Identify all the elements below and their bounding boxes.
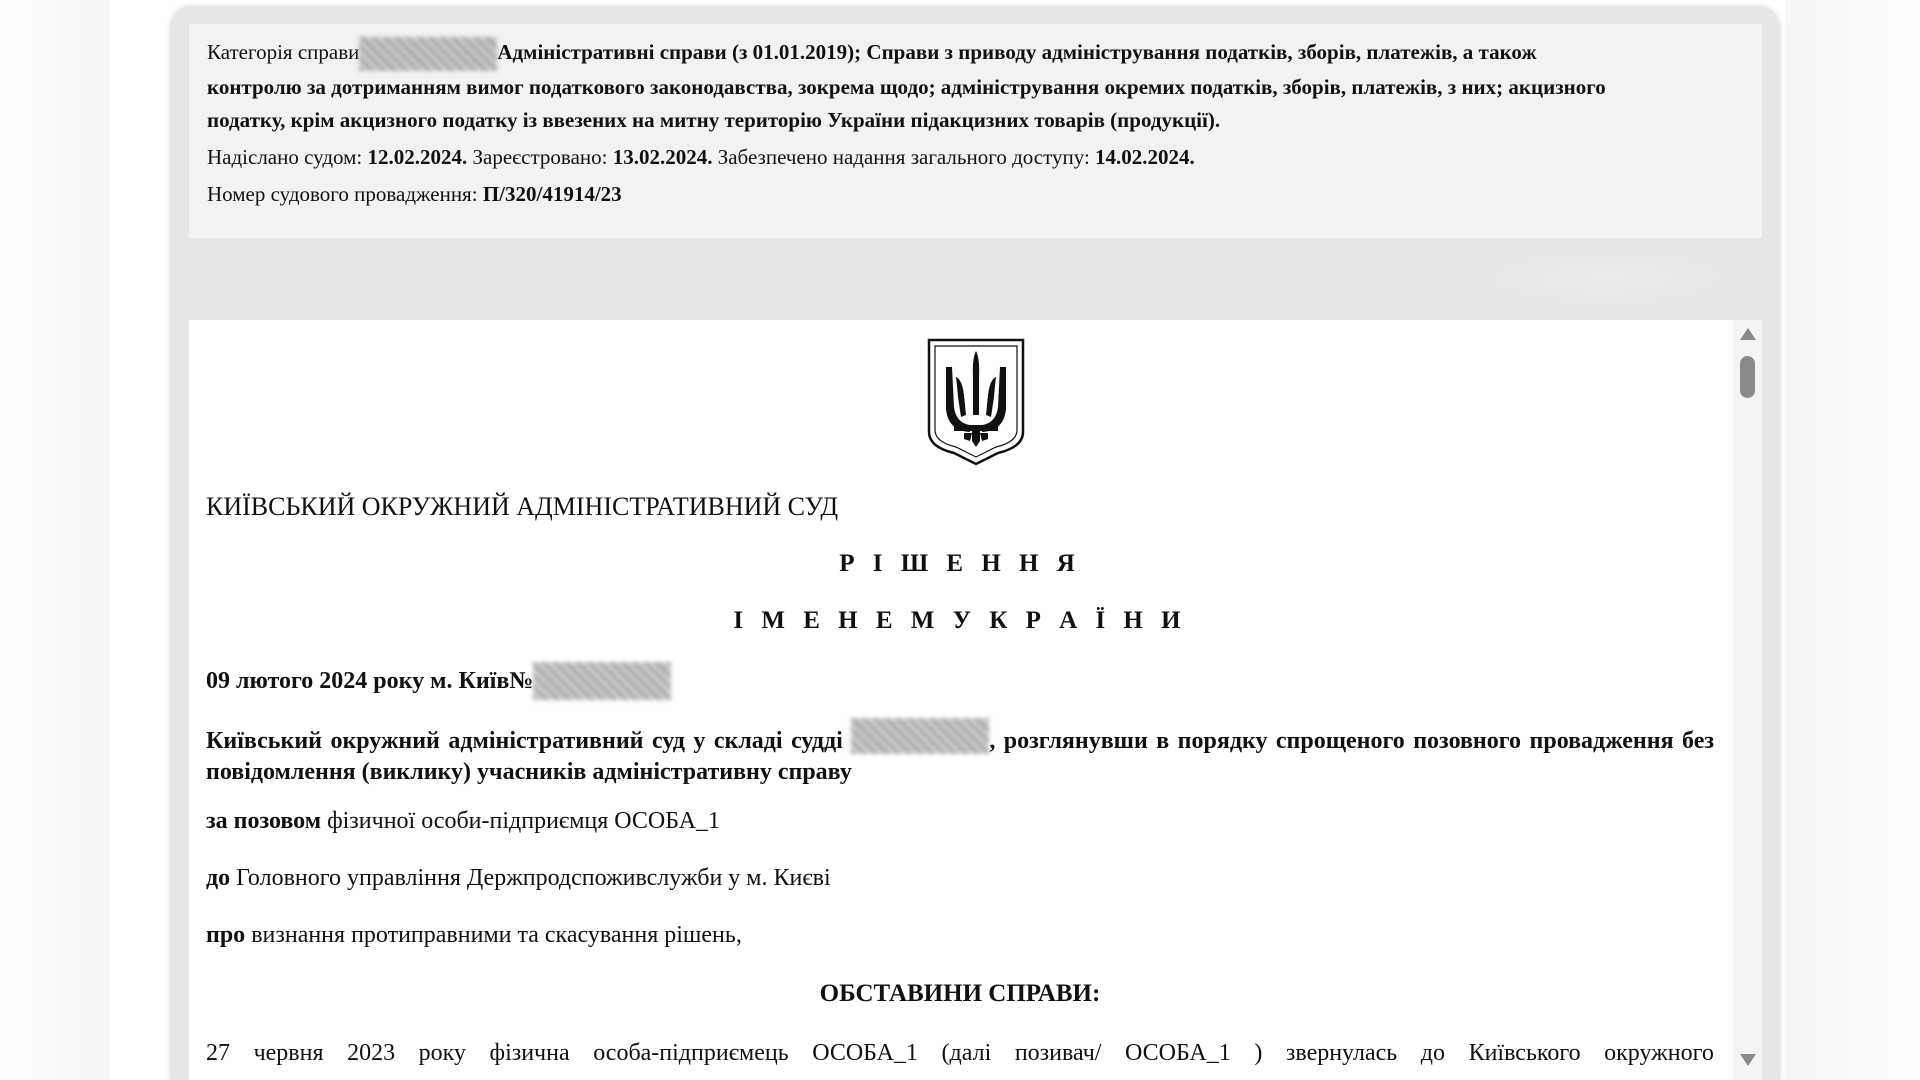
redacted-block [359, 37, 497, 71]
paragraph-word: позивач/ [1014, 1040, 1102, 1066]
claim-line [206, 808, 720, 835]
claim-text: фізичної особи-підприємця ОСОБА_1 [321, 808, 721, 834]
court-name: КИЇВСЬКИЙ ОКРУЖНИЙ АДМІНІСТРАТИВНИЙ СУД [206, 492, 839, 521]
paragraph-word: до [1420, 1040, 1446, 1066]
registered-label: Зареєстровано: [472, 145, 608, 170]
paragraph-word: ) [1254, 1040, 1263, 1066]
defendant-line [206, 865, 831, 892]
coat-of-arms-trident-icon [926, 337, 1026, 467]
subject-text: визнання протиправними та скасування рішень, [245, 922, 742, 948]
scroll-down-arrow-icon[interactable] [1740, 1054, 1756, 1066]
toolbar-blurred-area [1472, 248, 1742, 308]
subject-line [206, 922, 742, 949]
proceeding-label: Номер судового провадження: [207, 182, 478, 207]
case-dates-line [207, 141, 1744, 174]
court-composition-end: , розглянувши в порядку спрощеного позовного провадження без повідомлення (виклику) учасників адміністративну справу [206, 728, 1715, 785]
decision-date-line [206, 662, 671, 700]
case-category-value-2: контролю за дотриманням вимог податкового законодавства, зокрема щодо; адміністрування окремих податків, зборів, платежів, з них; акцизного [207, 75, 1606, 100]
document-title: Р І Ш Е Н Н Я [839, 550, 1081, 577]
defendant-label: до [206, 865, 231, 891]
redacted-judge-name [851, 718, 989, 754]
circumstances-heading: ОБСТАВИНИ СПРАВИ: [819, 980, 1101, 1007]
defendant-text: Головного управління Держпродспоживслужби у м. Києві [230, 865, 831, 891]
circumstances-paragraph [206, 1038, 1714, 1069]
paragraph-word: року [418, 1040, 466, 1066]
paragraph-word: окружного [1604, 1040, 1714, 1066]
vertical-scrollbar[interactable] [1733, 320, 1762, 1080]
registered-date: 13.02.2024. [612, 145, 713, 170]
paragraph-word: фізична [489, 1040, 570, 1066]
case-category-line [207, 36, 1744, 71]
paragraph-word: ОСОБА_1 [1125, 1040, 1231, 1066]
paragraph-word: Київського [1468, 1040, 1581, 1066]
page-margin-right [1785, 0, 1920, 1080]
case-category-line-2 [207, 71, 1744, 104]
document-viewer[interactable] [189, 320, 1762, 1080]
sent-date: 12.02.2024. [367, 145, 468, 170]
court-composition-paragraph [206, 718, 1714, 788]
court-composition-start: Київський окружний адміністративний суд у складі судді [206, 728, 843, 754]
paragraph-word: (далі [941, 1040, 992, 1066]
case-category-value: Адміністративні справи (з 01.01.2019); Справи з приводу адміністрування податків, зборів, платежів, а також [497, 40, 1537, 64]
page-margin-left [0, 0, 110, 1080]
paragraph-word: особа-підприємець [593, 1040, 789, 1066]
paragraph-word: червня [253, 1040, 324, 1066]
document-subtitle: І М Е Н Е М У К Р А Ї Н И [733, 607, 1187, 634]
toolbar-band [189, 238, 1762, 320]
scroll-thumb[interactable] [1740, 356, 1755, 398]
access-date: 14.02.2024. [1095, 145, 1195, 170]
paragraph-word: ОСОБА_1 [812, 1040, 918, 1066]
redacted-case-number [533, 662, 671, 700]
proceeding-number: П/320/41914/23 [482, 182, 622, 207]
case-category-line-3 [207, 104, 1744, 137]
proceeding-number-line [207, 178, 1744, 211]
access-label: Забезпечено надання загального доступу: [717, 145, 1090, 170]
case-info-panel [189, 24, 1762, 238]
paragraph-word: 27 [206, 1040, 230, 1066]
paragraph-word: звернулась [1285, 1040, 1398, 1066]
paragraph-word: 2023 [347, 1040, 396, 1066]
case-category-label: Категорія справи [207, 40, 360, 64]
scroll-up-arrow-icon[interactable] [1740, 328, 1756, 340]
subject-label: про [206, 922, 246, 948]
claim-label: за позовом [206, 808, 322, 834]
sent-label: Надіслано судом: [207, 145, 363, 170]
decision-date: 09 лютого 2024 року м. Київ№ [206, 667, 534, 694]
case-category-value-3: податку, крім акцизного податку із ввезених на митну територію України підакцизних товарів (продукції). [207, 108, 1221, 133]
